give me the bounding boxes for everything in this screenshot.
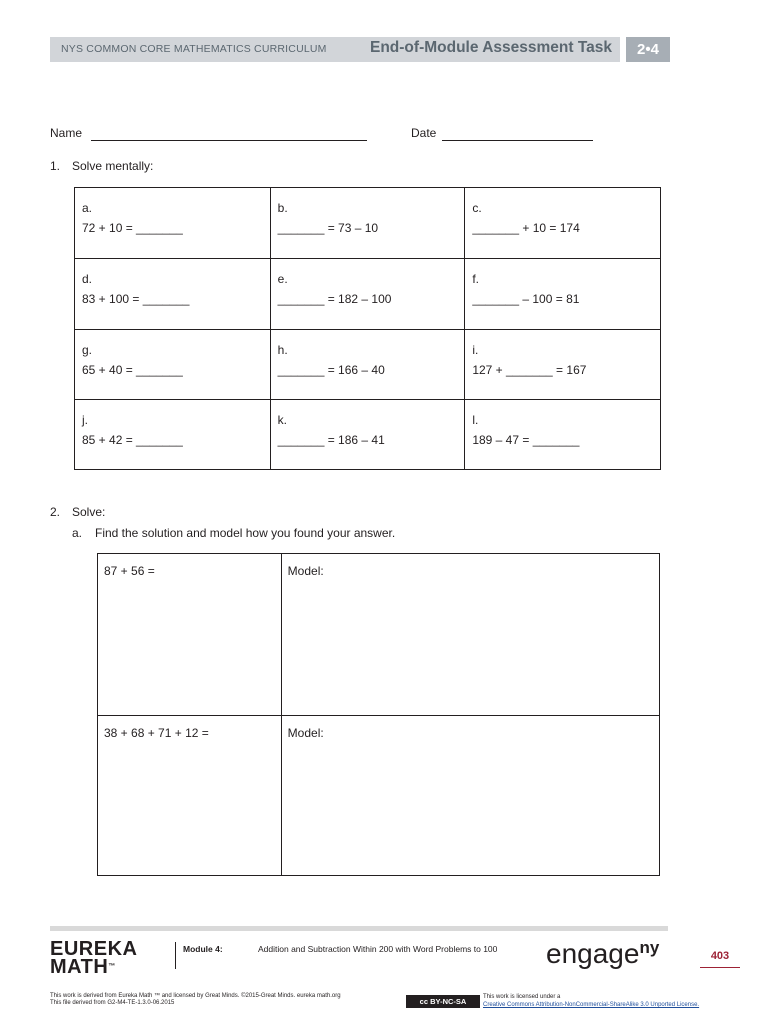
problem-cell-g[interactable] bbox=[75, 330, 271, 400]
problem-letter: l. bbox=[472, 413, 479, 427]
problem-cell-l[interactable] bbox=[465, 400, 661, 470]
problem-letter: b. bbox=[277, 201, 288, 215]
problem-letter: e. bbox=[277, 272, 288, 286]
problem-cell-j[interactable] bbox=[75, 400, 271, 470]
q2a-letter: a. bbox=[72, 526, 83, 540]
model-label: Model: bbox=[287, 564, 324, 578]
table-row bbox=[75, 259, 661, 330]
date-field[interactable] bbox=[442, 140, 593, 141]
credit-line-2: This file derived from G2-M4-TE-1.3.0-06.2015 bbox=[50, 1000, 175, 1006]
table-row bbox=[75, 188, 661, 259]
logo-line-2: MATH bbox=[50, 956, 109, 978]
problem-cell-d[interactable] bbox=[75, 259, 271, 330]
problem-expression: _______ + 10 = 174 bbox=[472, 221, 580, 235]
footer-rule bbox=[50, 926, 668, 931]
mental-math-table bbox=[74, 187, 661, 470]
problem-expression: 85 + 42 = _______ bbox=[82, 433, 183, 447]
problem-expression: _______ = 186 – 41 bbox=[277, 433, 385, 447]
table-row bbox=[98, 716, 660, 876]
name-field[interactable] bbox=[91, 140, 367, 141]
table-row bbox=[75, 400, 661, 470]
task-title: End-of-Module Assessment Task bbox=[370, 39, 613, 56]
page-number-rule bbox=[700, 967, 740, 968]
name-label: Name bbox=[50, 126, 83, 140]
q2-prompt: Solve: bbox=[72, 505, 106, 519]
problem-expression: _______ – 100 = 81 bbox=[472, 292, 580, 306]
problem-letter: i. bbox=[472, 343, 479, 357]
q1-number: 1. bbox=[50, 159, 61, 173]
curriculum-title: NYS COMMON CORE MATHEMATICS CURRICULUM bbox=[61, 43, 327, 55]
logo-line-1: EUREKA bbox=[50, 938, 138, 960]
problem-cell-b[interactable] bbox=[270, 188, 465, 259]
problem-letter: j. bbox=[82, 413, 88, 427]
model-cell[interactable] bbox=[281, 716, 659, 876]
problem-cell-a[interactable] bbox=[75, 188, 271, 259]
model-cell[interactable] bbox=[281, 554, 659, 716]
model-table bbox=[97, 553, 660, 876]
problem-cell-e[interactable] bbox=[270, 259, 465, 330]
problem-expression: 83 + 100 = _______ bbox=[82, 292, 190, 306]
problem-expression: _______ = 73 – 10 bbox=[277, 221, 379, 235]
problem-cell-i[interactable] bbox=[465, 330, 661, 400]
license-line-1: This work is licensed under a bbox=[483, 994, 561, 1000]
footer-divider bbox=[175, 942, 176, 969]
module-title: Addition and Subtraction Within 200 with Word Problems to 100 bbox=[258, 944, 498, 954]
engage-text: engage bbox=[546, 938, 640, 969]
problem-expression: 72 + 10 = _______ bbox=[82, 221, 183, 235]
q2-number: 2. bbox=[50, 505, 61, 519]
date-label: Date bbox=[411, 126, 437, 140]
expression-text: 87 + 56 = bbox=[104, 564, 155, 578]
expression-text: 38 + 68 + 71 + 12 = bbox=[104, 726, 209, 740]
problem-letter: g. bbox=[82, 343, 93, 357]
expression-cell[interactable] bbox=[98, 716, 282, 876]
problem-expression: 65 + 40 = _______ bbox=[82, 363, 183, 377]
problem-letter: h. bbox=[277, 343, 288, 357]
problem-cell-h[interactable] bbox=[270, 330, 465, 400]
problem-letter: d. bbox=[82, 272, 93, 286]
module-badge: 2•4 bbox=[626, 37, 670, 62]
cc-license-badge: cc BY-NC-SA bbox=[406, 995, 480, 1008]
problem-letter: a. bbox=[82, 201, 93, 215]
page-number: 403 bbox=[710, 950, 730, 962]
problem-cell-f[interactable] bbox=[465, 259, 661, 330]
table-row bbox=[75, 330, 661, 400]
problem-letter: c. bbox=[472, 201, 482, 215]
module-label: Module 4: bbox=[183, 944, 223, 954]
eureka-math-logo bbox=[50, 940, 137, 976]
problem-cell-c[interactable] bbox=[465, 188, 661, 259]
engage-ny: ny bbox=[639, 938, 660, 957]
problem-expression: _______ = 182 – 100 bbox=[277, 292, 392, 306]
q2a-prompt: Find the solution and model how you found your answer. bbox=[95, 526, 396, 540]
problem-letter: k. bbox=[277, 413, 287, 427]
problem-expression: _______ = 166 – 40 bbox=[277, 363, 385, 377]
expression-cell[interactable] bbox=[98, 554, 282, 716]
problem-expression: 127 + _______ = 167 bbox=[472, 363, 587, 377]
credit-line-1: This work is derived from Eureka Math ™ and licensed by Great Minds. ©2015-Great Minds. eureka math.org bbox=[50, 993, 341, 999]
table-row bbox=[98, 554, 660, 716]
logo-trademark: ™ bbox=[108, 963, 116, 970]
problem-letter: f. bbox=[472, 272, 479, 286]
engageny-logo bbox=[546, 938, 659, 970]
q1-prompt: Solve mentally: bbox=[72, 159, 154, 173]
problem-cell-k[interactable] bbox=[270, 400, 465, 470]
problem-expression: 189 – 47 = _______ bbox=[472, 433, 580, 447]
model-label: Model: bbox=[287, 726, 324, 740]
license-link[interactable]: Creative Commons Attribution-NonCommercial-ShareAlike 3.0 Unported License. bbox=[483, 1002, 700, 1008]
